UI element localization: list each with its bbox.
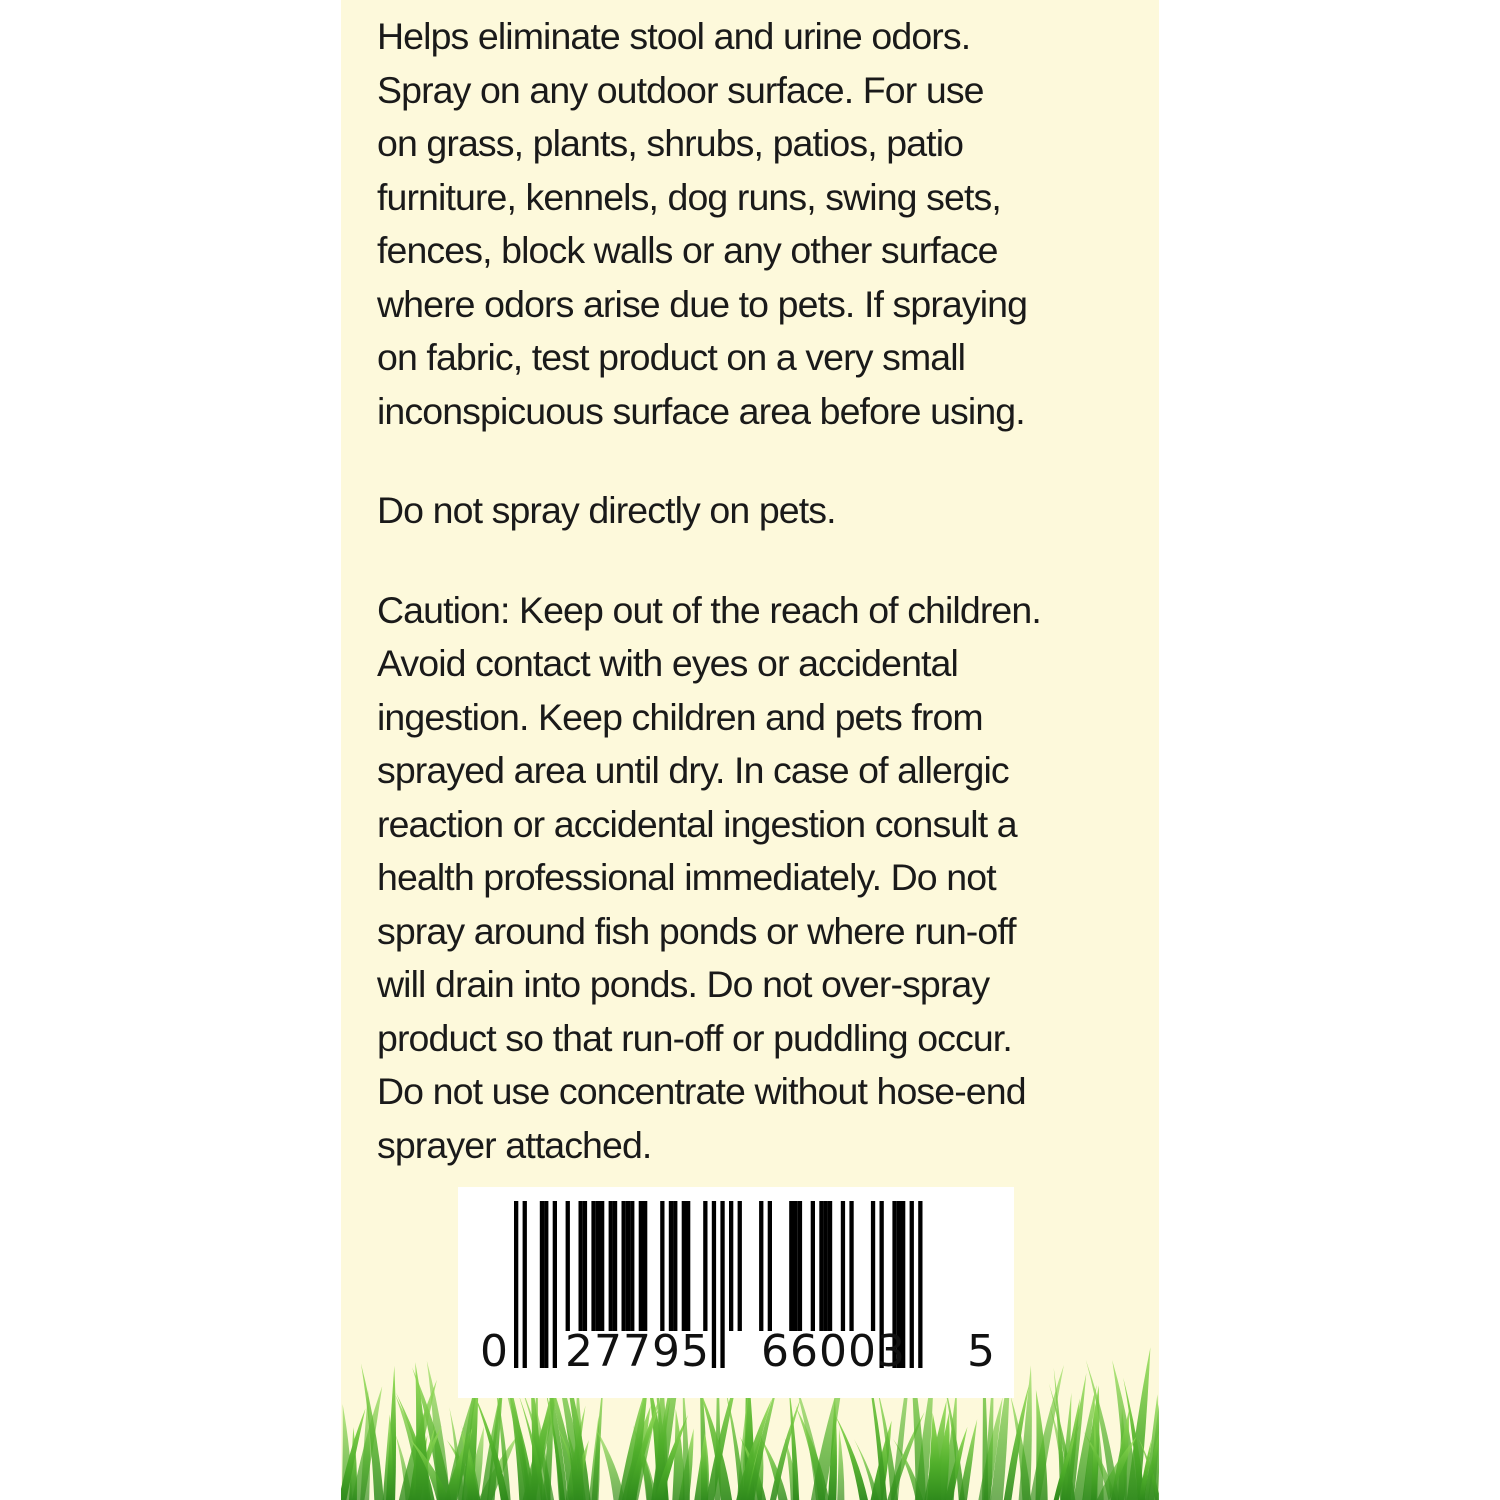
- barcode-bar: [544, 1201, 548, 1368]
- barcode-bar: [910, 1201, 914, 1368]
- usage-line: on fabric, test product on a very small: [377, 336, 966, 378]
- barcode-bar: [622, 1201, 626, 1331]
- warning-line: Do not spray directly on pets.: [377, 489, 836, 531]
- usage-line: where odors arise due to pets. If spraying: [377, 282, 1028, 325]
- usage-paragraph: [377, 10, 1137, 438]
- usage-line: on grass, plants, shrubs, patios, patio: [377, 122, 964, 164]
- grass-blade: [415, 1362, 428, 1500]
- caution-line: reaction or accidental ingestion consult a: [377, 802, 1017, 845]
- barcode-bar: [630, 1201, 634, 1331]
- caution-line: product so that run-off or puddling occur.: [377, 1016, 1012, 1059]
- barcode-bar: [871, 1201, 875, 1331]
- barcode-left-digits: 27795: [565, 1326, 710, 1377]
- barcode-bar: [583, 1201, 587, 1331]
- barcode-bar: [579, 1201, 583, 1331]
- caution-line: Caution: Keep out of the reach of children.: [377, 588, 1041, 631]
- caution-line: Do not use concentrate without hose-end: [377, 1070, 1026, 1112]
- barcode-bar: [811, 1201, 815, 1331]
- barcode-bar: [600, 1201, 604, 1331]
- barcode-bar: [596, 1201, 600, 1331]
- barcode: [458, 1187, 1014, 1398]
- usage-line: fences, block walls or any other surface: [377, 229, 998, 271]
- barcode-bar: [514, 1201, 518, 1368]
- barcode-bar: [591, 1201, 595, 1331]
- barcode-bar: [828, 1201, 832, 1331]
- barcode-bar: [566, 1201, 570, 1331]
- grass-blade: [959, 1419, 977, 1500]
- barcode-bar: [553, 1201, 557, 1368]
- barcode-bar: [738, 1201, 742, 1331]
- barcode-bar: [703, 1201, 707, 1331]
- barcode-bar: [824, 1201, 828, 1331]
- caution-line: sprayed area until dry. In case of allergic: [377, 749, 1009, 791]
- barcode-bar: [819, 1201, 823, 1331]
- barcode-bar: [798, 1201, 802, 1331]
- barcode-bar: [720, 1201, 724, 1368]
- barcode-bar: [639, 1201, 643, 1331]
- barcode-bar: [841, 1201, 845, 1331]
- barcode-bar: [660, 1201, 664, 1331]
- barcode-bar: [523, 1201, 527, 1368]
- barcode-bar: [613, 1201, 617, 1331]
- product-label-panel: [341, 0, 1159, 1500]
- caution-line: sprayer attached.: [377, 1123, 652, 1166]
- label-text: [377, 10, 1137, 1172]
- barcode-bar: [609, 1201, 613, 1331]
- caution-line: spray around fish ponds or where run-off: [377, 909, 1016, 952]
- usage-line: inconspicuous surface area before using.: [377, 389, 1025, 432]
- barcode-bars: [458, 1187, 1014, 1398]
- barcode-bar: [849, 1201, 853, 1331]
- barcode-bar: [540, 1201, 544, 1368]
- barcode-number-system-digit: 0: [480, 1326, 508, 1377]
- barcode-bar: [759, 1201, 763, 1331]
- barcode-bar: [686, 1201, 690, 1331]
- barcode-check-digit: 5: [967, 1326, 995, 1377]
- barcode-right-digits: 66003: [761, 1326, 906, 1377]
- caution-line: ingestion. Keep children and pets from: [377, 695, 983, 738]
- usage-line: furniture, kennels, dog runs, swing sets,: [377, 175, 1001, 218]
- caution-paragraph: [377, 584, 1137, 1173]
- caution-line: Avoid contact with eyes or accidental: [377, 642, 958, 684]
- barcode-bar: [643, 1201, 647, 1331]
- barcode-bar: [789, 1201, 793, 1331]
- barcode-bar: [712, 1201, 716, 1368]
- caution-line: will drain into ponds. Do not over-spray: [377, 963, 990, 1005]
- barcode-bar: [669, 1201, 673, 1331]
- barcode-bar: [673, 1201, 677, 1331]
- usage-line: Helps eliminate stool and urine odors.: [377, 15, 971, 57]
- barcode-bar: [794, 1201, 798, 1331]
- grass-blade: [837, 1428, 844, 1500]
- barcode-bar: [626, 1201, 630, 1331]
- warning-paragraph: [377, 484, 1137, 538]
- barcode-bar: [729, 1201, 733, 1331]
- usage-line: Spray on any outdoor surface. For use: [377, 68, 984, 111]
- barcode-bar: [918, 1201, 922, 1368]
- barcode-bar: [768, 1201, 772, 1331]
- barcode-bar: [682, 1201, 686, 1331]
- caution-line: health professional immediately. Do not: [377, 856, 996, 898]
